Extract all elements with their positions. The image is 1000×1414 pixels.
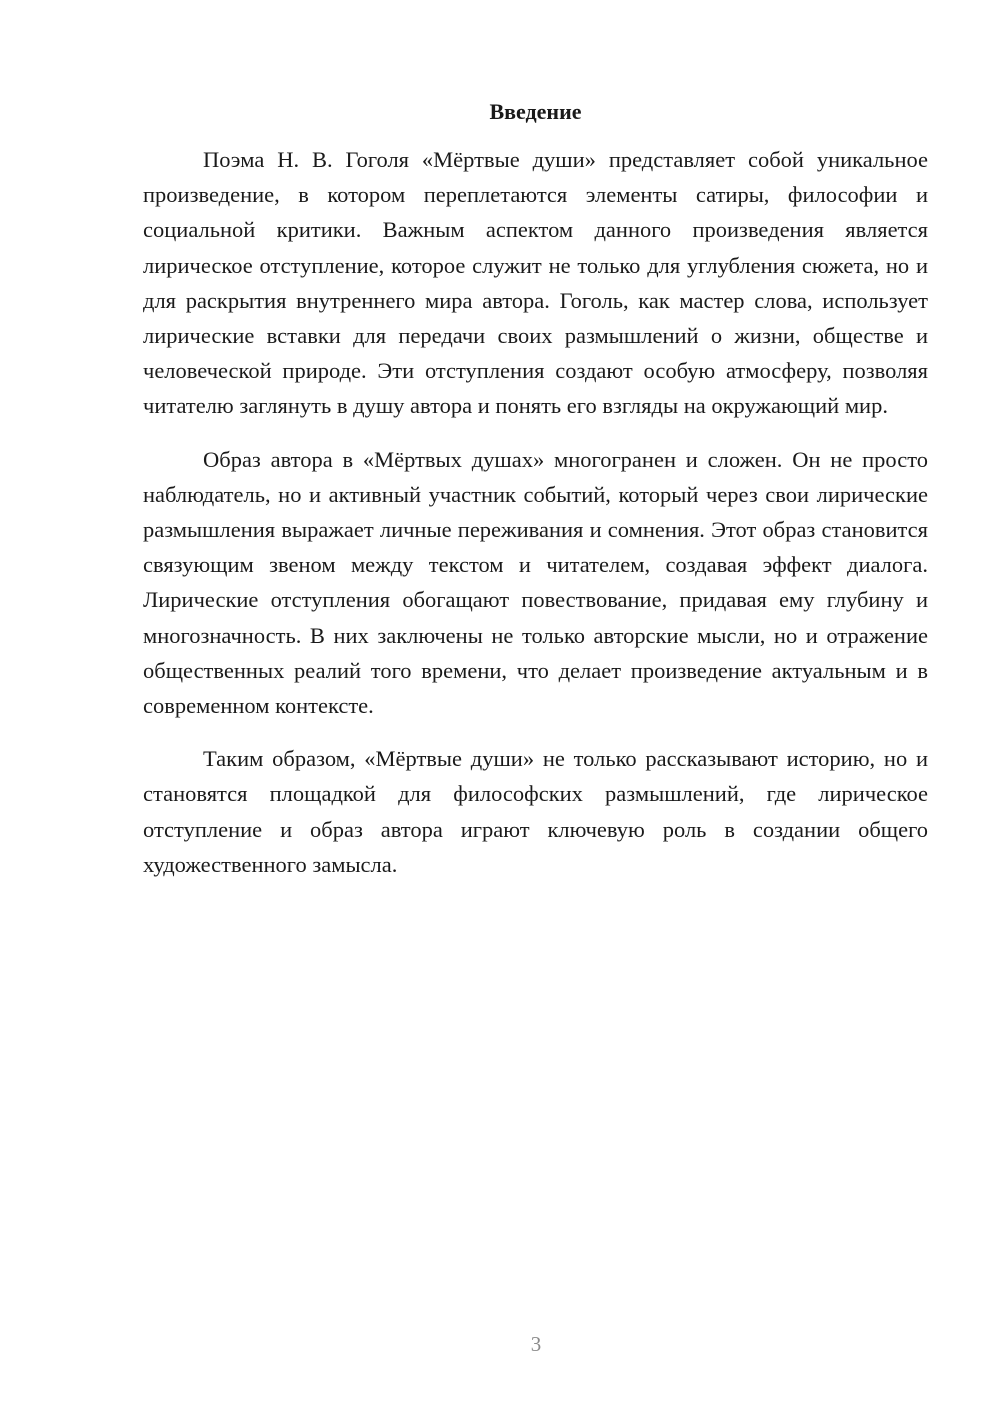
body-text xyxy=(143,142,928,900)
paragraph-3: Таким образом, «Мёртвые души» не только рассказывают историю, но и становятся площадкой для философских размышлений, где лирическое отступление и образ автора играют ключевую роль в создании общего художественного замысла. xyxy=(143,746,928,877)
paragraph-2: Образ автора в «Мёртвых душах» многогранен и сложен. Он не просто наблюдатель, но и активный участник событий, который через свои лирические размышления выражает личные переживания и сомнения. Этот образ становится связующим звеном между текстом и читателем, создавая эффект диалога. Лирические отступления обогащают повествование, придавая ему глубину и многозначность. В них заключены не только авторские мысли, но и отражение общественных реалий того времени, что делает произведение актуальным и в современном контексте. xyxy=(143,446,928,719)
page-number: 3 xyxy=(530,1332,542,1356)
section-heading: Введение xyxy=(489,99,582,124)
paragraph-1: Поэма Н. В. Гоголя «Мёртвые души» представляет собой уникальное произведение, в котором переплетаются элементы сатиры, философии и социальной критики. Важным аспектом данного произведения является лирическое отступление, которое служит не только для углубления сюжета, но и для раскрытия внутреннего мира автора. Гоголь, как мастер слова, использует лирические вставки для передачи своих размышлений о жизни, обществе и человеческой природе. Эти отступления создают особую атмосферу, позволяя читателю заглянуть в душу автора и понять его взгляды на окружающий мир. xyxy=(143,147,928,419)
